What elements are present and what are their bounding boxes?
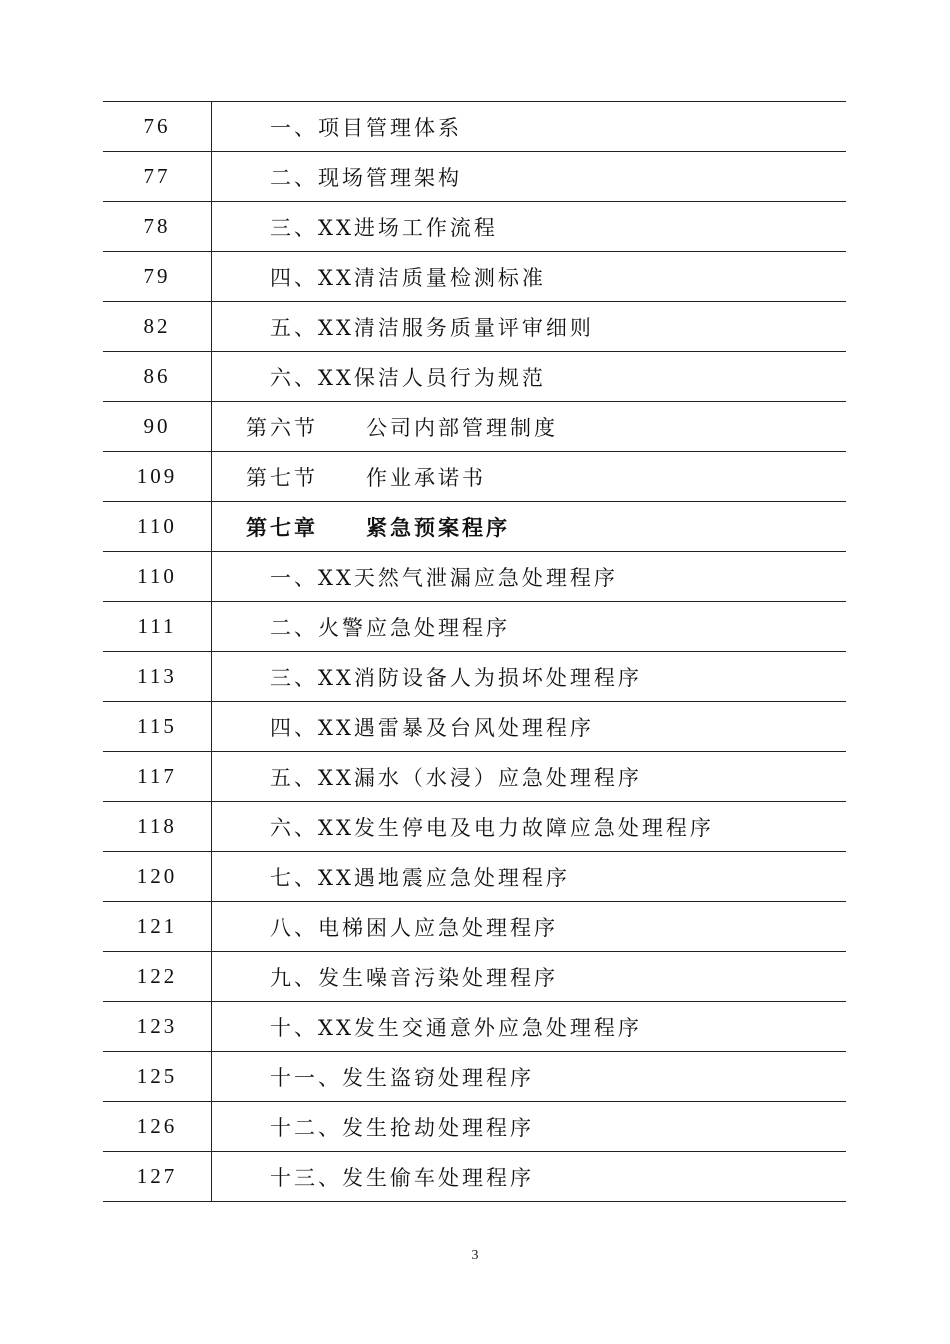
toc-entry <box>212 552 847 602</box>
toc-page-number: 115 <box>103 702 212 752</box>
toc-entry-title: 紧急预案程序 <box>366 514 510 540</box>
toc-row-item <box>103 1052 846 1102</box>
toc-row-item <box>103 802 846 852</box>
toc-entry-title: 九、发生噪音污染处理程序 <box>270 965 558 990</box>
toc-entry <box>212 202 847 252</box>
toc-row-item <box>103 1002 846 1052</box>
toc-entry-title: 公司内部管理制度 <box>366 415 558 440</box>
toc-page-number: 110 <box>103 552 212 602</box>
toc-page-number: 123 <box>103 1002 212 1052</box>
toc-entry <box>212 802 847 852</box>
toc-page-number: 125 <box>103 1052 212 1102</box>
toc-row-item <box>103 302 846 352</box>
toc-row-item <box>103 152 846 202</box>
toc-row-chapter <box>103 502 846 552</box>
toc-entry <box>212 402 847 452</box>
toc-page-number: 113 <box>103 652 212 702</box>
toc-entry-title: 二、现场管理架构 <box>270 165 462 190</box>
toc-page-number: 122 <box>103 952 212 1002</box>
toc-page-number: 121 <box>103 902 212 952</box>
toc-row-item <box>103 1152 846 1202</box>
toc-entry <box>212 452 847 502</box>
toc-row-item <box>103 752 846 802</box>
toc-entry <box>212 702 847 752</box>
toc-entry <box>212 502 847 552</box>
toc-entry-title: 一、XX天然气泄漏应急处理程序 <box>270 565 618 590</box>
toc-entry <box>212 1102 847 1152</box>
toc-entry <box>212 652 847 702</box>
toc-entry-title: 三、XX进场工作流程 <box>270 215 498 240</box>
toc-entry-title: 二、火警应急处理程序 <box>270 615 510 640</box>
toc-entry <box>212 1002 847 1052</box>
toc-page-number: 126 <box>103 1102 212 1152</box>
toc-page-number: 109 <box>103 452 212 502</box>
toc-row-section <box>103 452 846 502</box>
toc-row-section <box>103 402 846 452</box>
toc-row-item <box>103 552 846 602</box>
toc-page-number: 76 <box>103 102 212 152</box>
toc-row-item <box>103 852 846 902</box>
toc-entry <box>212 1152 847 1202</box>
toc-page-number: 77 <box>103 152 212 202</box>
toc-entry-title: 四、XX清洁质量检测标准 <box>270 265 546 290</box>
toc-row-item <box>103 652 846 702</box>
toc-page-number: 120 <box>103 852 212 902</box>
toc-entry-title: 七、XX遇地震应急处理程序 <box>270 865 570 890</box>
toc-row-item <box>103 1102 846 1152</box>
toc-entry <box>212 752 847 802</box>
toc-table <box>103 101 846 1202</box>
toc-entry-title: 四、XX遇雷暴及台风处理程序 <box>270 715 594 740</box>
toc-page-number: 127 <box>103 1152 212 1202</box>
toc-entry-prefix: 第七章 <box>246 514 318 540</box>
toc-entry <box>212 602 847 652</box>
toc-row-item <box>103 902 846 952</box>
toc-entry <box>212 102 847 152</box>
toc-entry <box>212 352 847 402</box>
toc-entry-title: 作业承诺书 <box>366 465 486 490</box>
toc-page-number: 79 <box>103 252 212 302</box>
toc-page-number: 86 <box>103 352 212 402</box>
toc-entry-title: 八、电梯困人应急处理程序 <box>270 915 558 940</box>
toc-entry <box>212 952 847 1002</box>
toc-page-number: 82 <box>103 302 212 352</box>
toc-row-item <box>103 702 846 752</box>
toc-page-number: 117 <box>103 752 212 802</box>
toc-entry <box>212 902 847 952</box>
toc-row-item <box>103 252 846 302</box>
toc-entry <box>212 302 847 352</box>
toc-entry <box>212 852 847 902</box>
toc-entry-title: 六、XX保洁人员行为规范 <box>270 365 546 390</box>
toc-page-number: 118 <box>103 802 212 852</box>
toc-row-item <box>103 202 846 252</box>
toc-entry <box>212 1052 847 1102</box>
toc-entry-prefix: 第七节 <box>246 465 318 490</box>
toc-entry-title: 六、XX发生停电及电力故障应急处理程序 <box>270 815 714 840</box>
toc-page-number: 110 <box>103 502 212 552</box>
toc-row-item <box>103 952 846 1002</box>
toc-entry-title: 十一、发生盗窃处理程序 <box>270 1065 534 1090</box>
toc-entry-title: 五、XX漏水（水浸）应急处理程序 <box>270 765 642 790</box>
toc-entry-title: 十、XX发生交通意外应急处理程序 <box>270 1015 642 1040</box>
footer-page-number: 3 <box>471 1248 479 1263</box>
toc-row-item <box>103 602 846 652</box>
toc-entry-title: 十二、发生抢劫处理程序 <box>270 1115 534 1140</box>
toc-row-item <box>103 102 846 152</box>
toc-body <box>103 102 846 1202</box>
toc-page-number: 90 <box>103 402 212 452</box>
toc-entry-title: 三、XX消防设备人为损坏处理程序 <box>270 665 642 690</box>
toc-entry-title: 五、XX清洁服务质量评审细则 <box>270 315 594 340</box>
toc-entry <box>212 152 847 202</box>
toc-entry-title: 一、项目管理体系 <box>270 115 462 140</box>
toc-entry-title: 十三、发生偷车处理程序 <box>270 1165 534 1190</box>
toc-page-number: 111 <box>103 602 212 652</box>
toc-entry <box>212 252 847 302</box>
toc-entry-prefix: 第六节 <box>246 415 318 440</box>
toc-page-number: 78 <box>103 202 212 252</box>
toc-row-item <box>103 352 846 402</box>
